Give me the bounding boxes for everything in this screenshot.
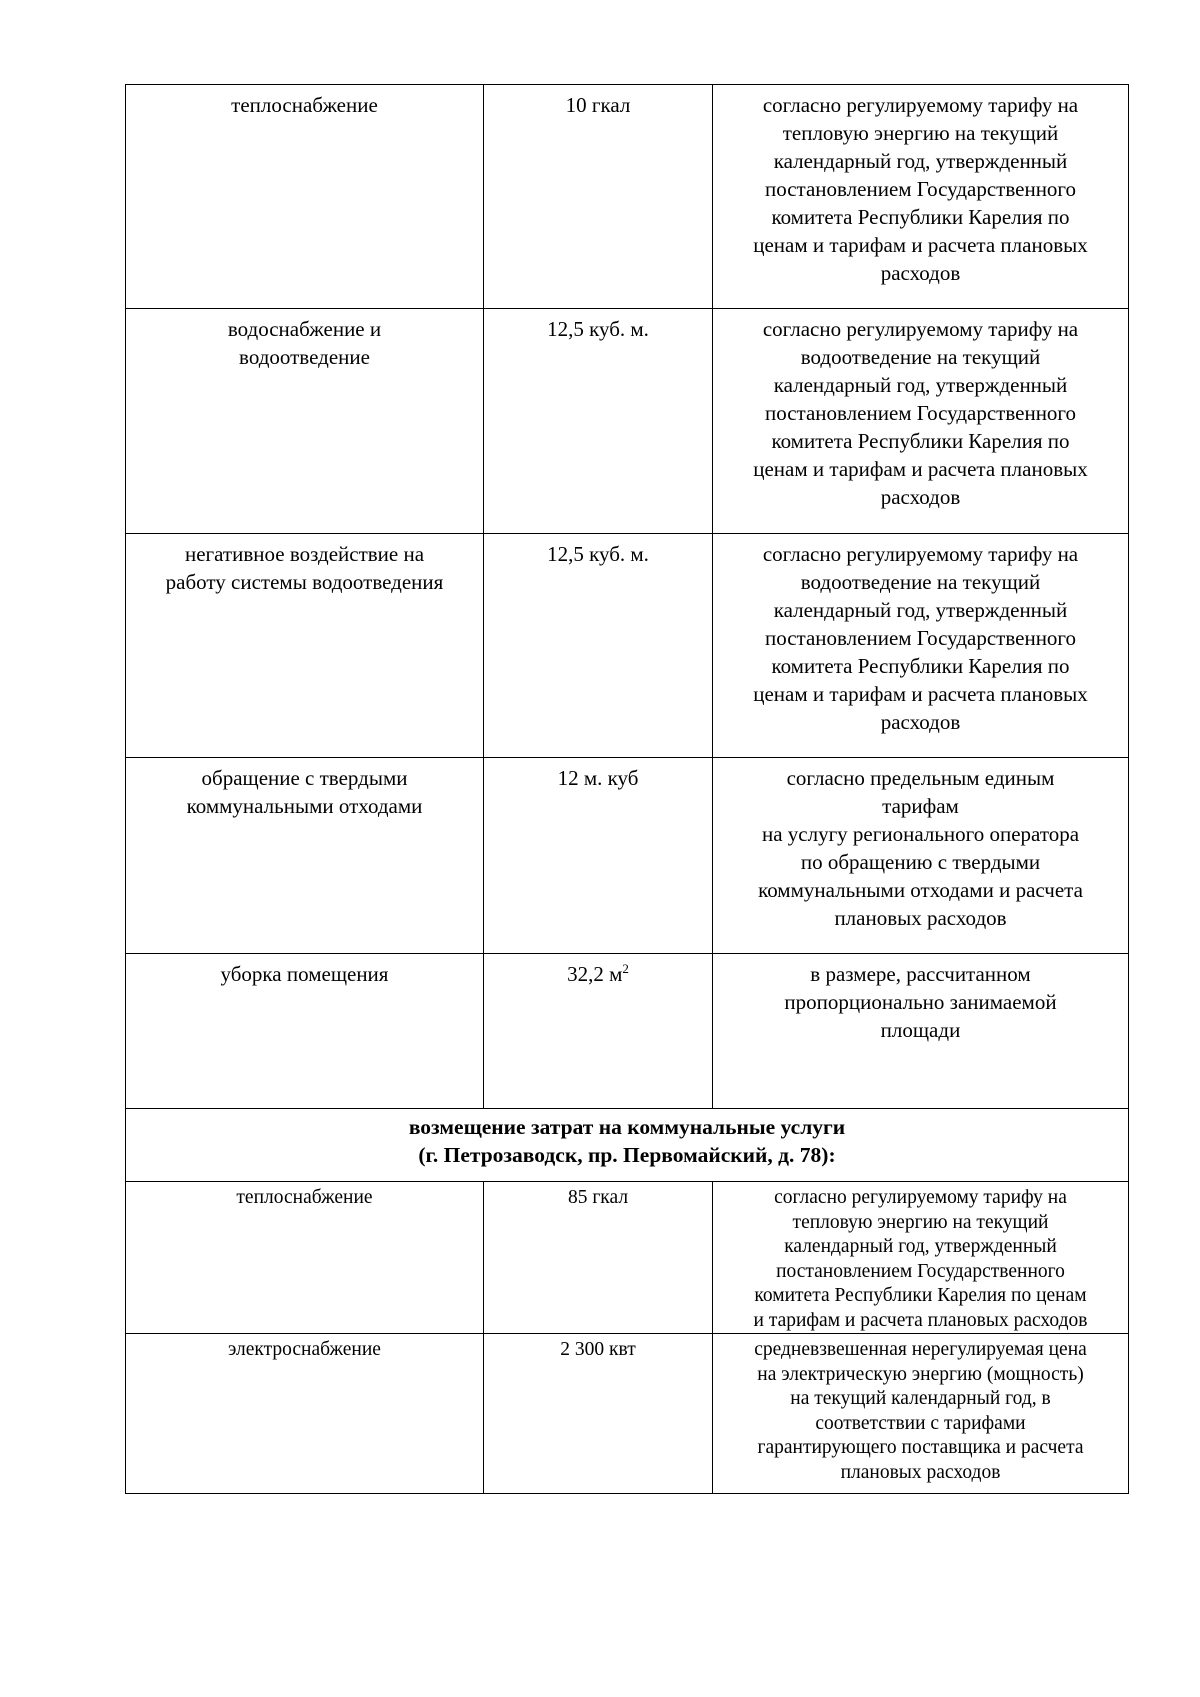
basis-line: на услугу регионального оператора <box>761 822 1080 846</box>
basis-line: водоотведение на текущий <box>800 570 1041 594</box>
basis-line: гарантирующего поставщика и расчета <box>757 1437 1084 1458</box>
basis-line: постановлением Государственного <box>764 626 1077 650</box>
basis-line: комитета Республики Карелия по ценам <box>754 1285 1087 1306</box>
service-cell <box>126 758 484 954</box>
service-line: негативное воздействие на <box>184 542 425 566</box>
service-line: теплоснабжение <box>236 1187 373 1208</box>
table-row <box>126 1334 1129 1494</box>
service-line: работу системы водоотведения <box>165 570 444 594</box>
volume-text: 32,2 м <box>567 962 623 986</box>
volume-superscript: 2 <box>622 961 629 976</box>
tariff-table <box>125 84 1129 1494</box>
volume-cell <box>484 954 713 1109</box>
service-cell <box>126 309 484 534</box>
basis-line: комитета Республики Карелия по <box>771 205 1070 229</box>
basis-line: и тарифам и расчета плановых расходов <box>753 1309 1088 1331</box>
basis-line: расходов <box>880 261 961 285</box>
basis-cell <box>713 534 1129 758</box>
basis-line: постановлением Государственного <box>764 177 1077 201</box>
service-line: водоснабжение и <box>227 317 382 341</box>
service-line: электроснабжение <box>228 1339 381 1360</box>
basis-cell <box>713 758 1129 954</box>
basis-line: постановлением Государственного <box>776 1260 1065 1282</box>
service-line: коммунальными отходами <box>186 794 423 818</box>
basis-line: тарифам <box>882 794 959 818</box>
basis-line: площади <box>880 1018 961 1042</box>
volume-value: 12,5 куб. м. <box>547 542 649 566</box>
basis-line: комитета Республики Карелия по <box>771 654 1070 678</box>
basis-line: расходов <box>880 710 961 734</box>
basis-line: календарный год, утвержденный <box>784 1236 1057 1257</box>
volume-cell <box>484 1182 713 1334</box>
basis-cell <box>713 954 1129 1109</box>
table-row <box>126 534 1129 758</box>
table-row <box>126 309 1129 534</box>
basis-line: на электрическую энергию (мощность) <box>757 1363 1084 1385</box>
service-cell <box>126 954 484 1109</box>
volume-cell <box>484 85 713 309</box>
basis-line: водоотведение на текущий <box>800 345 1041 369</box>
volume-value <box>492 960 704 988</box>
volume-cell <box>484 309 713 534</box>
basis-line: согласно предельным единым <box>786 766 1055 790</box>
basis-cell <box>713 1334 1129 1494</box>
basis-line: в размере, рассчитанном <box>810 962 1031 986</box>
service-cell <box>126 1334 484 1494</box>
service-line: уборка помещения <box>220 962 389 986</box>
basis-line: тепловую энергию на текущий <box>792 1211 1049 1233</box>
table-row <box>126 1182 1129 1334</box>
volume-cell <box>484 534 713 758</box>
service-line: обращение с твердыми <box>201 766 408 790</box>
basis-line: согласно регулируемому тарифу на <box>762 93 1079 117</box>
basis-line: согласно регулируемому тарифу на <box>762 542 1079 566</box>
volume-cell <box>484 758 713 954</box>
volume-value: 10 гкал <box>565 93 631 117</box>
basis-line: расходов <box>880 485 961 509</box>
table-row <box>126 758 1129 954</box>
volume-value: 12 м. куб <box>557 766 639 790</box>
basis-line: пропорционально занимаемой <box>784 990 1057 1014</box>
basis-line: календарный год, утвержденный <box>773 373 1068 397</box>
basis-line: соответствии с тарифами <box>815 1412 1026 1434</box>
volume-value: 2 300 квт <box>560 1339 636 1360</box>
service-line: теплоснабжение <box>231 93 378 117</box>
section-header-line: (г. Петрозаводск, пр. Первомайский, д. 78): <box>418 1143 836 1167</box>
volume-cell <box>484 1334 713 1494</box>
volume-value: 85 гкал <box>567 1187 629 1208</box>
basis-line: коммунальными отходами и расчета <box>758 878 1083 902</box>
basis-line: по обращению с твердыми <box>800 850 1041 874</box>
basis-line: ценам и тарифам и расчета плановых <box>753 682 1088 706</box>
basis-line: плановых расходов <box>834 906 1007 930</box>
table-row <box>126 954 1129 1109</box>
basis-line: согласно регулируемому тарифу на <box>762 317 1079 341</box>
section-header-cell <box>126 1109 1129 1182</box>
service-cell <box>126 1182 484 1334</box>
section-header-line: возмещение затрат на коммунальные услуги <box>408 1115 846 1139</box>
service-cell <box>126 85 484 309</box>
basis-line: календарный год, утвержденный <box>773 598 1068 622</box>
basis-cell <box>713 1182 1129 1334</box>
service-cell <box>126 534 484 758</box>
basis-line: плановых расходов <box>840 1461 1001 1483</box>
basis-line: ценам и тарифам и расчета плановых <box>753 457 1088 481</box>
basis-line: на текущий календарный год, в <box>790 1388 1051 1409</box>
basis-line: ценам и тарифам и расчета плановых <box>753 233 1088 257</box>
basis-cell <box>713 309 1129 534</box>
basis-line: комитета Республики Карелия по <box>771 429 1070 453</box>
table-row <box>126 85 1129 309</box>
basis-line: календарный год, утвержденный <box>773 149 1068 173</box>
basis-line: тепловую энергию на текущий <box>782 121 1059 145</box>
basis-cell <box>713 85 1129 309</box>
section-header-row <box>126 1109 1129 1182</box>
basis-line: постановлением Государственного <box>764 401 1077 425</box>
volume-value: 12,5 куб. м. <box>547 317 649 341</box>
basis-line: средневзвешенная нерегулируемая цена <box>754 1339 1087 1360</box>
service-line: водоотведение <box>239 345 370 369</box>
basis-line: согласно регулируемому тарифу на <box>774 1187 1067 1208</box>
